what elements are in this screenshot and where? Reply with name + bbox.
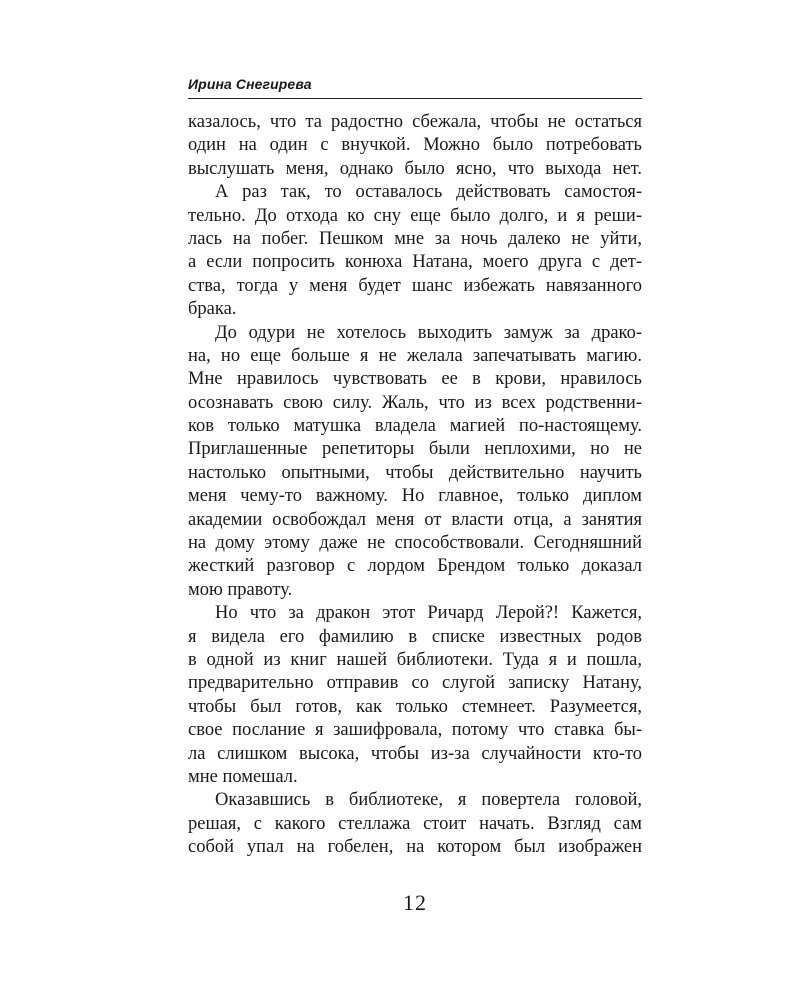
text-line: ла слишком высока, чтобы из-за случайности кто-то xyxy=(188,743,642,764)
page-number: 12 xyxy=(403,890,427,915)
text-line: осознавать свою силу. Жаль, что из всех родственни- xyxy=(188,392,642,413)
text-line: я видела его фамилию в списке известных родов xyxy=(188,626,642,647)
text-line: один на один с внучкой. Можно было потребовать xyxy=(188,135,642,156)
text-line: меня чему-то важному. Но главное, только диплом xyxy=(188,486,642,507)
author-name: Ирина Снегирева xyxy=(188,76,312,92)
body-text xyxy=(188,111,642,860)
text-line: предварительно отправив со слугой записку Натану, xyxy=(188,673,642,694)
text-line: Оказавшись в библиотеке, я повертела головой, xyxy=(215,790,642,811)
text-line: казалось, что та радостно сбежала, чтобы не остаться xyxy=(188,112,642,132)
text-line: собой упал на гобелен, на котором был изображен xyxy=(188,837,642,858)
text-line: академии освобождал меня от власти отца, а занятия xyxy=(188,509,642,530)
text-line: А раз так, то оставалось действовать самостоя- xyxy=(215,182,642,203)
text-line: выслушать меня, однако было ясно, что выхода нет. xyxy=(188,158,642,179)
text-line: а если попросить конюха Натана, моего друга с дет- xyxy=(188,252,642,273)
text-line: Приглашенные репетиторы были неплохими, но не xyxy=(188,439,642,460)
text-line: ков только матушка владела магией по-настоящему. xyxy=(188,416,642,437)
text-line: свое послание я зашифровала, потому что ставка бы- xyxy=(188,720,642,741)
text-line: мне помешал. xyxy=(188,766,298,787)
text-line: брака. xyxy=(188,299,237,320)
text-line: решая, с какого стеллажа стоит начать. Взгляд сам xyxy=(188,813,642,834)
text-line: настолько опытными, чтобы действительно научить xyxy=(188,462,642,483)
text-line: мою правоту. xyxy=(188,579,293,600)
text-line: в одной из книг нашей библиотеки. Туда я и пошла, xyxy=(188,649,642,670)
text-line: лась на побег. Пешком мне за ночь далеко не уйти, xyxy=(188,228,642,249)
text-line: Но что за дракон этот Ричард Лерой?! Кажется, xyxy=(215,603,642,624)
text-line: на дому этому даже не способствовали. Сегодняшний xyxy=(188,533,642,554)
text-line: тельно. До отхода ко сну еще было долго, и я реши- xyxy=(188,205,642,226)
text-line: жесткий разговор с лордом Брендом только доказал xyxy=(188,556,642,577)
text-line: Мне нравилось чувствовать ее в крови, нравилось xyxy=(188,369,642,390)
text-line: чтобы был готов, как только стемнеет. Разумеется, xyxy=(188,696,642,717)
running-head xyxy=(188,74,642,99)
text-line: на, но еще больше я не желала запечатывать магию. xyxy=(188,345,642,366)
text-line: ства, тогда у меня будет шанс избежать навязанного xyxy=(188,275,642,296)
text-line: До одури не хотелось выходить замуж за драко- xyxy=(215,322,642,343)
